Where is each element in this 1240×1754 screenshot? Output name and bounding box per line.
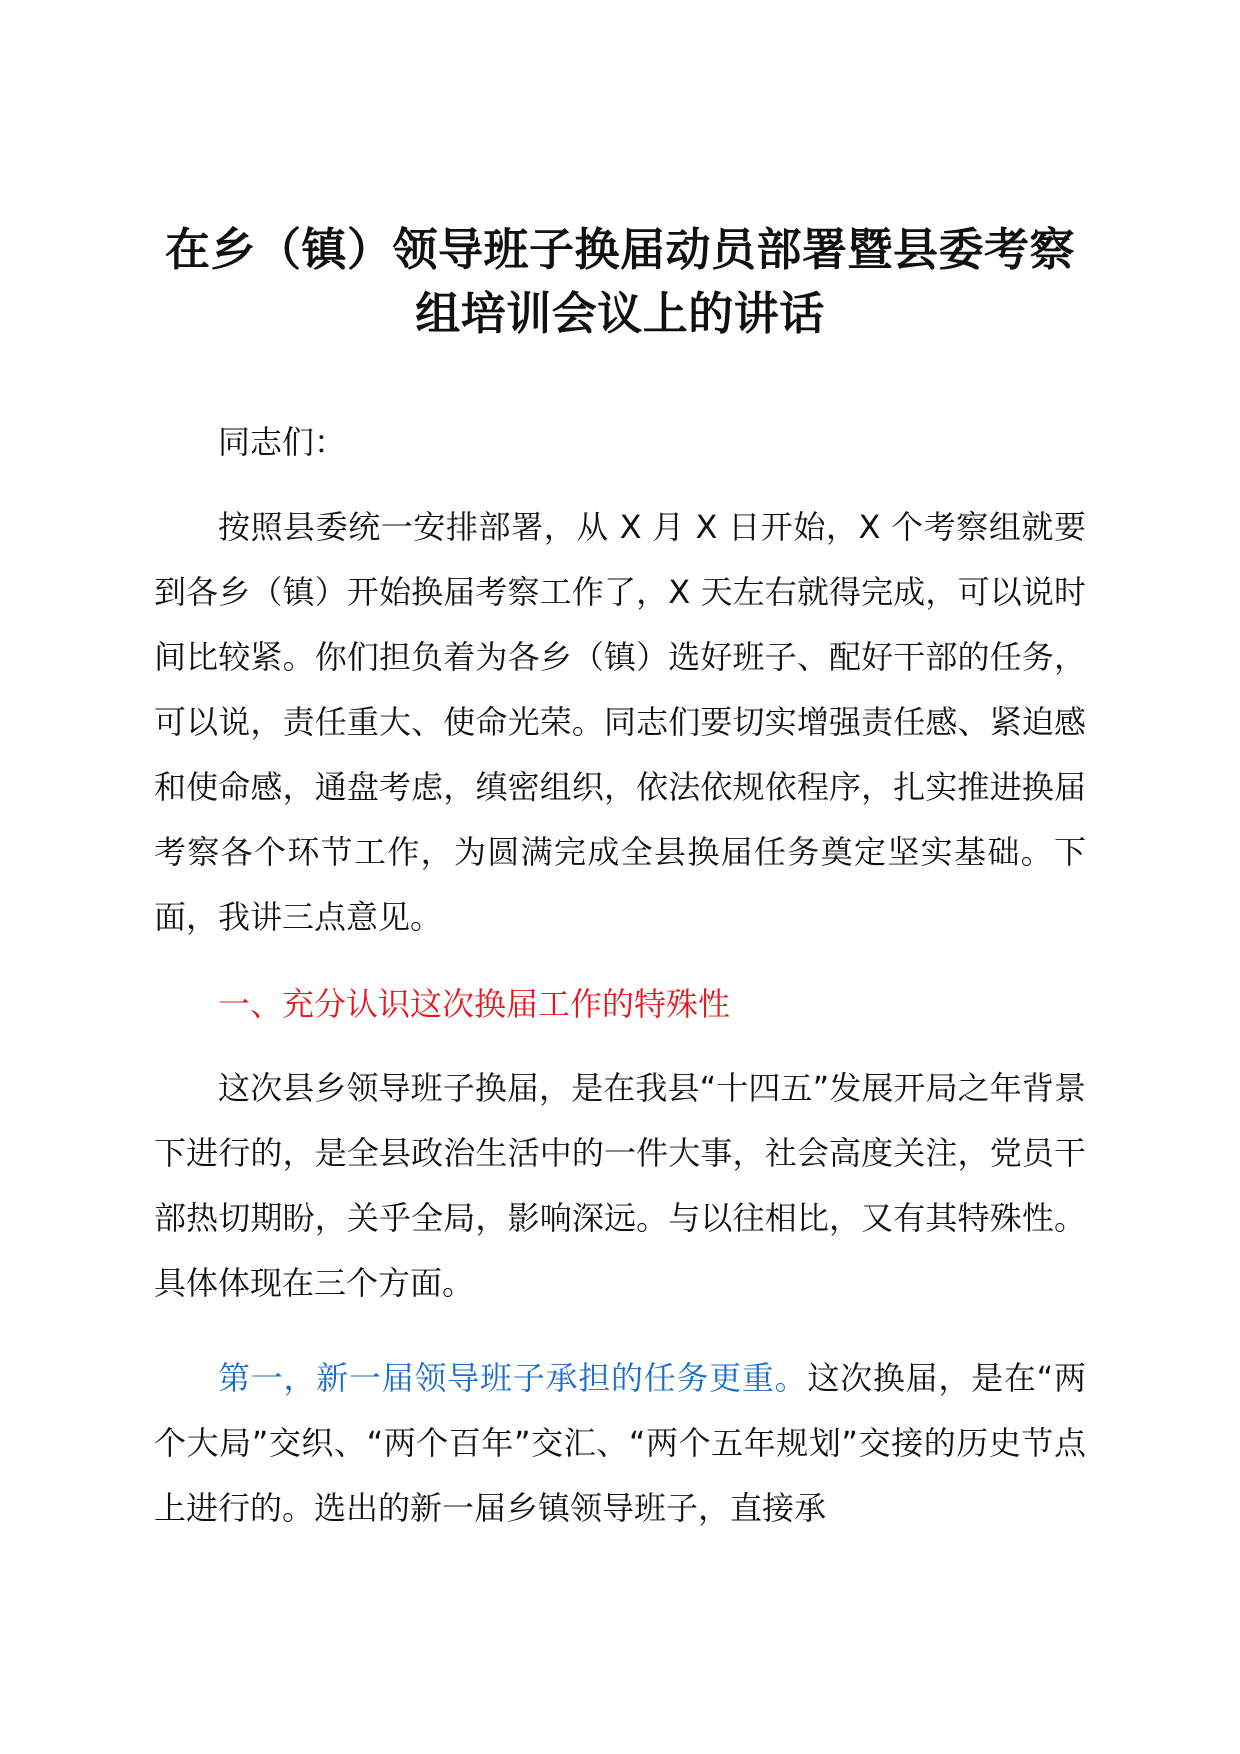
- paragraph-intro: 按照县委统一安排部署，从 X 月 X 日开始，X 个考察组就要到各乡（镇）开始换届考察工作了，X 天左右就得完成，可以说时间比较紧。你们担负着为各乡（镇）选好班子、配好干部的任务，可以说，责任重大、使命光荣。同志们要切实增强责任感、紧迫感和使命感，通盘考虑，缜密组织，依法依规依程序，扎实推进换届考察各个环节工作，为圆满完成全县换届任务奠定坚实基础。下面，我讲三点意见。: [154, 508, 1086, 936]
- section-heading-1: 一、充分认识这次换届工作的特殊性: [218, 985, 731, 1023]
- point-1-body: 这次换届，是在“两个大局”交织、“两个百年”交汇、“两个五年规划”交接的历史节点上进行的。选出的新一届乡镇领导班子，直接承: [154, 1359, 1086, 1527]
- title-line-2: 组培训会议上的讲话: [415, 287, 825, 340]
- paragraph-point-1: [154, 1346, 1086, 1541]
- salutation: 同志们：: [218, 423, 347, 461]
- document-title: [150, 218, 1090, 346]
- paragraph-section1-intro: 这次县乡领导班子换届，是在我县“十四五”发展开局之年背景下进行的，是全县政治生活中的一件大事，社会高度关注，党员干部热切期盼，关乎全局，影响深远。与以往相比，又有其特殊性。具体体现在三个方面。: [154, 1069, 1086, 1302]
- point-1-lead: 第一，新一届领导班子承担的任务更重。: [218, 1359, 808, 1397]
- title-line-1: 在乡（镇）领导班子换届动员部署暨县委考察: [164, 223, 1075, 276]
